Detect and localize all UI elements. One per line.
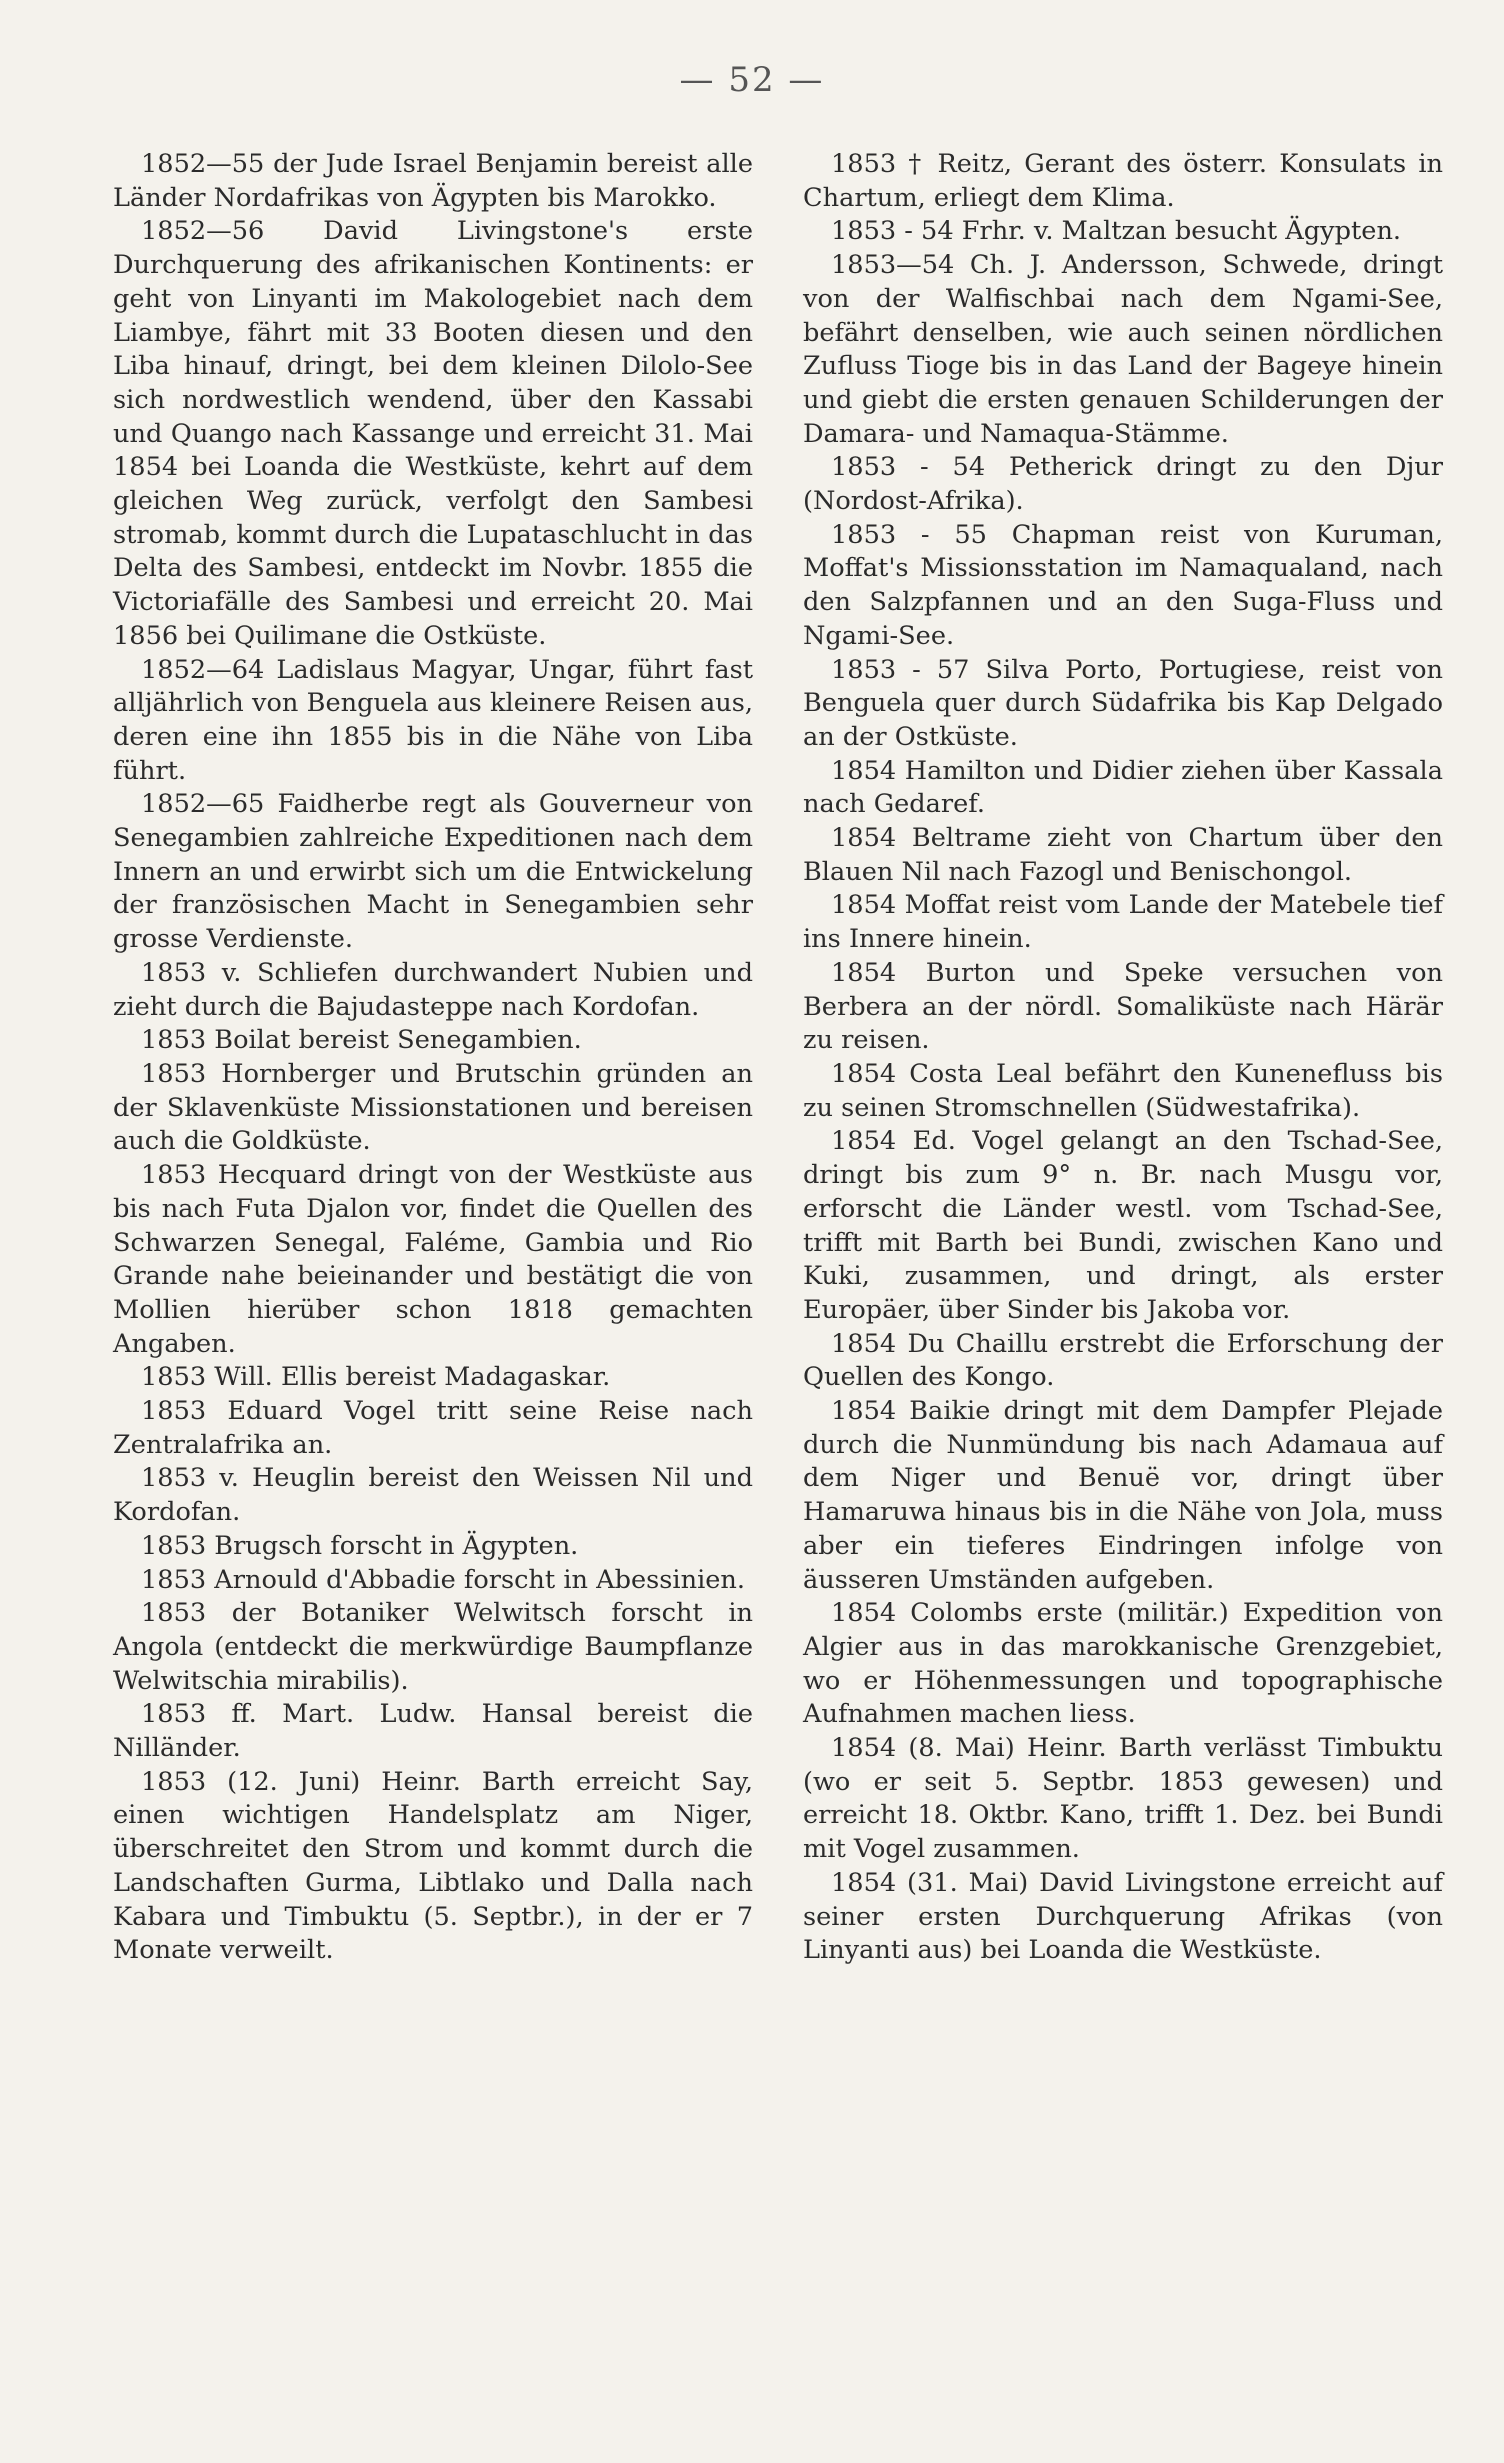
entry: 1853 Boilat bereist Senegambien.: [141, 1025, 582, 1056]
entry: 1854 Burton und Speke versuchen von Berbera an der nördl. Somaliküste nach Härär zu reisen.: [803, 957, 1443, 1056]
entry: 1853 Brugsch forscht in Ägypten.: [141, 1530, 579, 1561]
entry: 1853 v. Schliefen durchwandert Nubien und zieht durch die Bajudasteppe nach Kordofan.: [113, 957, 753, 1022]
entry: 1852—56 David Livingstone's erste Durchquerung des afrikanischen Kontinents: er geht von Linyanti im Makologebiet nach dem Liambye, fährt mit 33 Booten diesen und den Liba hinauf, dringt, bei dem kleinen Dilolo-See sich nordwestlich wendend, über den Kassabi und Quango nach Kassange und erreicht 31. Mai 1854 bei Loanda die Westküste, kehrt auf dem gleichen Weg zurück, verfolgt den Sambesi stromab, kommt durch die Lupataschlucht in das Delta des Sambesi, entdeckt im Novbr. 1855 die Victoriafälle des Sambesi und erreicht 20. Mai 1856 bei Quilimane die Ostküste.: [113, 216, 753, 651]
right-column: [803, 148, 1443, 1968]
entry: 1853 - 57 Silva Porto, Portugiese, reist von Benguela quer durch Südafrika bis Kap Delgado an der Ostküste.: [803, 654, 1443, 752]
entry: 1853 (12. Juni) Heinr. Barth erreicht Say, einen wichtigen Handelsplatz am Niger, überschreitet den Strom und kommt durch die Landschaften Gurma, Libtlako und Dalla nach Kabara und Timbuktu (5. Septbr.), in der er 7 Monate verweilt.: [113, 1766, 753, 1966]
entry: 1854 Costa Leal befährt den Kunenefluss bis zu seinen Stromschnellen (Südwestafrika).: [803, 1058, 1443, 1123]
entry: 1853 † Reitz, Gerant des österr. Konsulats in Chartum, erliegt dem Klima.: [803, 149, 1443, 213]
page-number: — 52 —: [679, 60, 825, 100]
entry: 1853 v. Heuglin bereist den Weissen Nil und Kordofan.: [113, 1463, 753, 1528]
entry: 1854 Baikie dringt mit dem Dampfer Plejade durch die Nunmündung bis nach Adamaua auf dem Niger und Benuë vor, dringt über Hamaruwa hinaus bis in die Nähe von Jola, muss aber ein tieferes Eindringen infolge von äusseren Umständen aufgeben.: [803, 1396, 1443, 1595]
left-column: [113, 148, 753, 1968]
entry: 1853 Will. Ellis bereist Madagaskar.: [141, 1362, 611, 1393]
entry: 1853 ff. Mart. Ludw. Hansal bereist die Nilländer.: [113, 1699, 753, 1764]
entry: 1854 Du Chaillu erstrebt die Erforschung der Quellen des Kongo.: [803, 1328, 1443, 1393]
entry: 1853 - 55 Chapman reist von Kuruman, Moffat's Missionsstation im Namaqualand, nach den Salzpfannen und an den Suga-Fluss und Ngami-See.: [803, 519, 1443, 651]
entry: 1853 Arnould d'Abbadie forscht in Abessinien.: [141, 1564, 746, 1595]
entry: 1853 Hornberger und Brutschin gründen an der Sklavenküste Missionstationen und bereisen auch die Goldküste.: [113, 1058, 753, 1157]
entry: 1853 Hecquard dringt von der Westküste aus bis nach Futa Djalon vor, findet die Quellen des Schwarzen Senegal, Faléme, Gambia und Rio Grande nahe beieinander und bestätigt die von Mollien hierüber schon 1818 gemachten Angaben.: [113, 1160, 753, 1359]
entry: 1853 - 54 Petherick dringt zu den Djur (Nordost-Afrika).: [803, 452, 1443, 517]
entry: 1854 (31. Mai) David Livingstone erreicht auf seiner ersten Durchquerung Afrikas (von Linyanti aus) bei Loanda die Westküste.: [803, 1867, 1443, 1966]
entry: 1854 Beltrame zieht von Chartum über den Blauen Nil nach Fazogl und Benischongol.: [803, 823, 1443, 887]
entry: 1852—64 Ladislaus Magyar, Ungar, führt fast alljährlich von Benguela aus kleinere Reisen aus, deren eine ihn 1855 bis in die Nähe von Liba führt.: [113, 654, 753, 786]
entry: 1853 der Botaniker Welwitsch forscht in Angola (entdeckt die merkwürdige Baumpflanze Welwitschia mirabilis).: [113, 1598, 753, 1696]
entry: 1854 Ed. Vogel gelangt an den Tschad-See, dringt bis zum 9° n. Br. nach Musgu vor, erforscht die Länder westl. vom Tschad-See, trifft mit Barth bei Bundi, zwischen Kano und Kuki, zusammen, und dringt, als erster Europäer, über Sinder bis Jakoba vor.: [803, 1126, 1443, 1325]
entry: 1853 - 54 Frhr. v. Maltzan besucht Ägypten.: [831, 216, 1402, 247]
entry: 1854 (8. Mai) Heinr. Barth verlässt Timbuktu (wo er seit 5. Septbr. 1853 gewesen) und erreicht 18. Oktbr. Kano, trifft 1. Dez. bei Bundi mit Vogel zusammen.: [803, 1733, 1443, 1865]
entry: 1853 Eduard Vogel tritt seine Reise nach Zentralafrika an.: [113, 1396, 753, 1460]
entry: 1854 Moffat reist vom Lande der Matebele tief ins Innere hinein.: [803, 890, 1443, 955]
entry: 1854 Hamilton und Didier ziehen über Kassala nach Gedaref.: [803, 755, 1443, 820]
entry: 1854 Colombs erste (militär.) Expedition von Algier aus in das marokkanische Grenzgebiet, wo er Höhenmessungen und topographische Aufnahmen machen liess.: [803, 1598, 1443, 1730]
entry: 1852—65 Faidherbe regt als Gouverneur von Senegambien zahlreiche Expeditionen nach dem Innern an und erwirbt sich um die Entwickelung der französischen Macht in Senegambien sehr grosse Verdienste.: [113, 789, 753, 955]
entry: 1852—55 der Jude Israel Benjamin bereist alle Länder Nordafrikas von Ägypten bis Marokko.: [113, 149, 753, 213]
entry: 1853—54 Ch. J. Andersson, Schwede, dringt von der Walfischbai nach dem Ngami-See, befährt denselben, wie auch seinen nördlichen Zufluss Tioge bis in das Land der Bageye hinein und giebt die ersten genauen Schilderungen der Damara- und Namaqua-Stämme.: [803, 250, 1443, 449]
